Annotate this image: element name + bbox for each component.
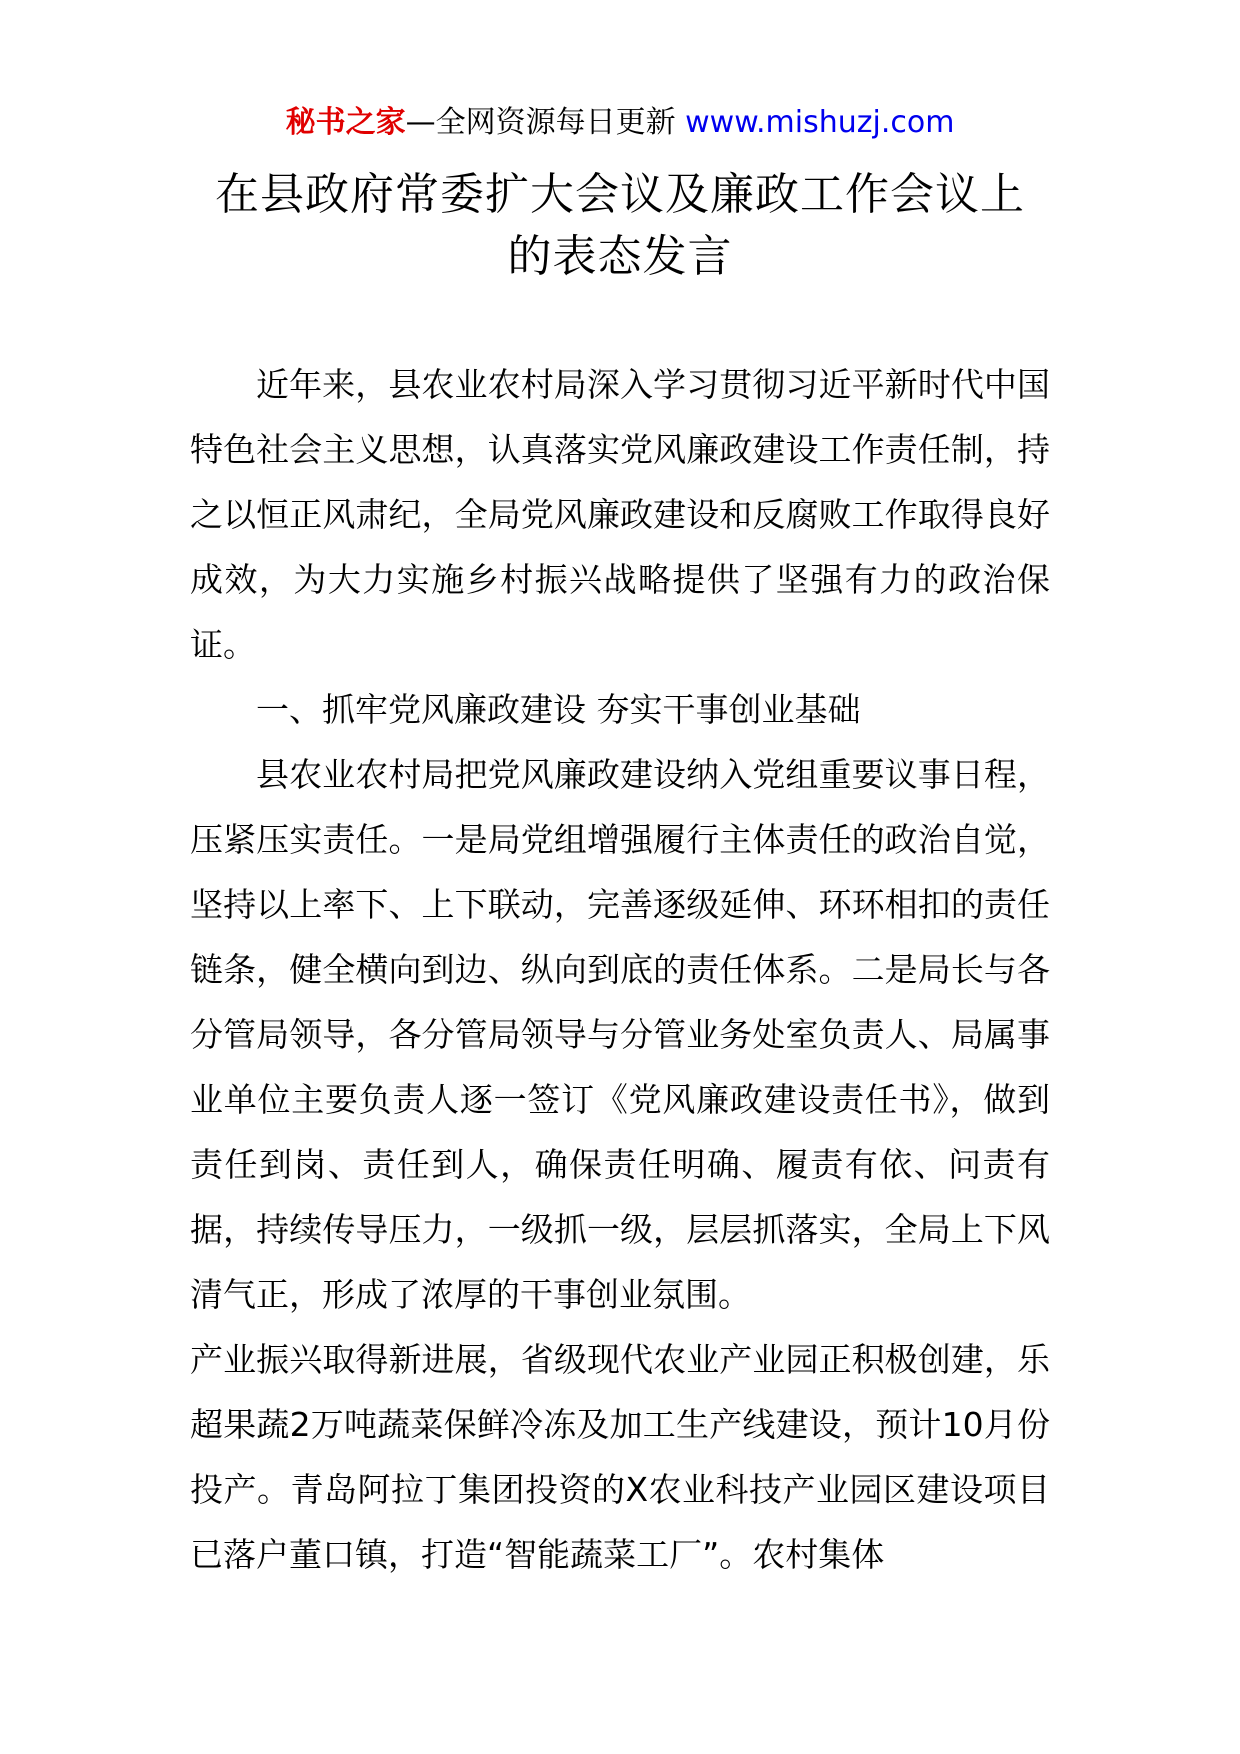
section-heading: 一、抓牢党风廉政建设 夯实干事创业基础 [256, 690, 861, 729]
document-title [100, 164, 1140, 288]
document-title-line-2: 的表态发言 [507, 231, 733, 282]
document-body [190, 352, 1050, 1587]
paragraph-industry: 产业振兴取得新进展，省级现代农业产业园正积极创建，乐超果蔬2万吨蔬菜保鲜冷冻及加工生产线建设，预计10月份投产。青岛阿拉丁集团投资的X农业科技产业园区建设项目已落户董口镇，打造“智能蔬菜工厂”。农村集体 [190, 1340, 1050, 1574]
paragraph-intro: 近年来，县农业农村局深入学习贯彻习近平新时代中国特色社会主义思想，认真落实党风廉政建设工作责任制，持之以恒正风肃纪，全局党风廉政建设和反腐败工作取得良好成效，为大力实施乡村振兴战略提供了坚强有力的政治保证。 [190, 365, 1050, 664]
site-brand: 秘书之家 [285, 105, 406, 140]
site-tagline: —全网资源每日更新 [405, 105, 676, 140]
paragraph-responsibility: 县农业农村局把党风廉政建设纳入党组重要议事日程，压紧压实责任。一是局党组增强履行主体责任的政治自觉，坚持以上率下、上下联动，完善逐级延伸、环环相扣的责任链条，健全横向到边、纵向到底的责任体系。二是局长与各分管局领导，各分管局领导与分管业务处室负责人、局属事业单位主要负责人逐一签订《党风廉政建设责任书》，做到责任到岗、责任到人，确保责任明确、履责有依、问责有据，持续传导压力，一级抓一级，层层抓落实，全局上下风清气正，形成了浓厚的干事创业氛围。 [190, 755, 1050, 1314]
document-title-line-1: 在县政府常委扩大会议及廉政工作会议上 [215, 169, 1025, 220]
site-header [0, 100, 1240, 146]
site-url-link[interactable]: www.mishuzj.com [685, 105, 955, 140]
